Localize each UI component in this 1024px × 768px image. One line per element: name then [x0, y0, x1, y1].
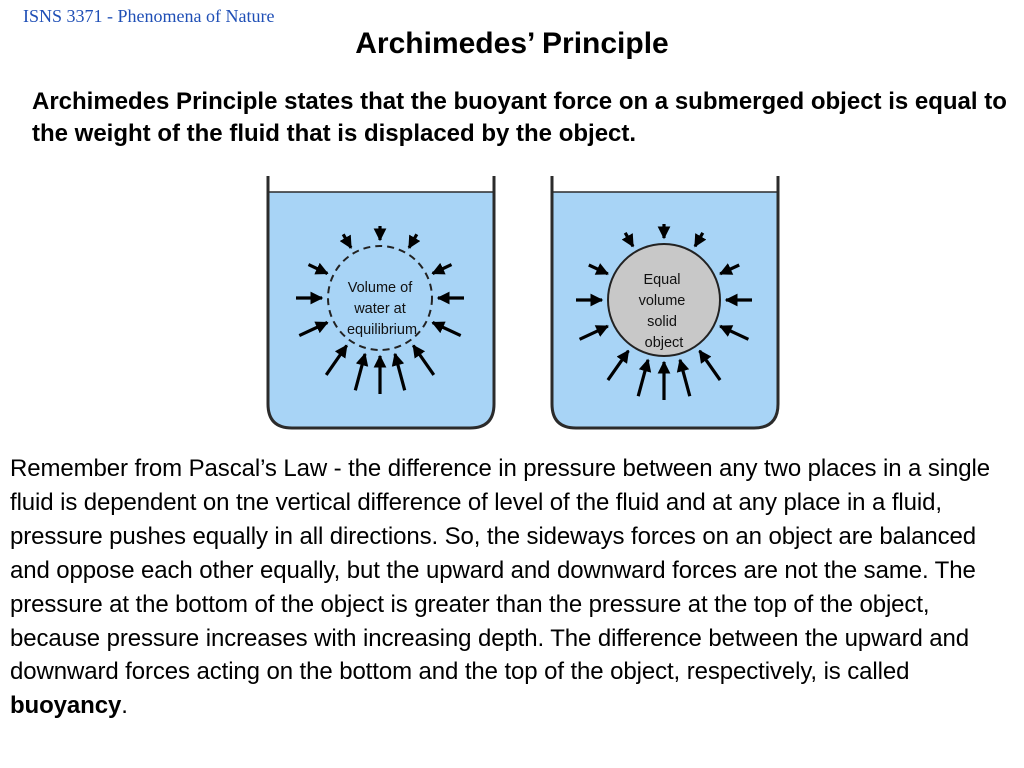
- left-label-line: Volume of: [347, 280, 413, 296]
- buoyancy-term: buoyancy: [10, 692, 122, 720]
- right-label-line: solid: [647, 314, 677, 330]
- right-label-line: Equal: [643, 272, 681, 288]
- right-container: [552, 176, 778, 428]
- left-label-line: equilibrium: [346, 322, 418, 338]
- principle-statement: Archimedes Principle states that the buoyant force on a submerged object is equal to the weight of the fluid that is displaced by the object.: [32, 88, 1007, 147]
- left-label-line: water at: [354, 301, 406, 317]
- body-text-end: .: [121, 692, 128, 720]
- left-container: [268, 176, 494, 428]
- right-label-line: object: [644, 335, 684, 351]
- slide-title: Archimedes’ Principle: [355, 27, 669, 60]
- archimedes-diagram: [262, 172, 784, 434]
- pascal-explanation: [10, 452, 1018, 723]
- body-text-main: Remember from Pascal’s Law - the difference in pressure between any two places in a single fluid is dependent on tne vertical difference of level of the fluid and at any place in a fluid, pressure pushes equally in all directions. So, the sideways forces on an object are balanced and oppose each other equally, but the upward and downward forces are not the same. The pressure at the bottom of the object is greater than the pressure at the top of the object, because pressure increases with increasing depth. The difference between the upward and downward forces acting on the bottom and the top of the object, respectively, is called: [10, 455, 990, 686]
- left-label: [347, 280, 417, 338]
- diagram-svg: [262, 172, 784, 434]
- right-label-line: volume: [638, 293, 686, 309]
- course-header: ISNS 3371 - Phenomena of Nature: [23, 6, 275, 26]
